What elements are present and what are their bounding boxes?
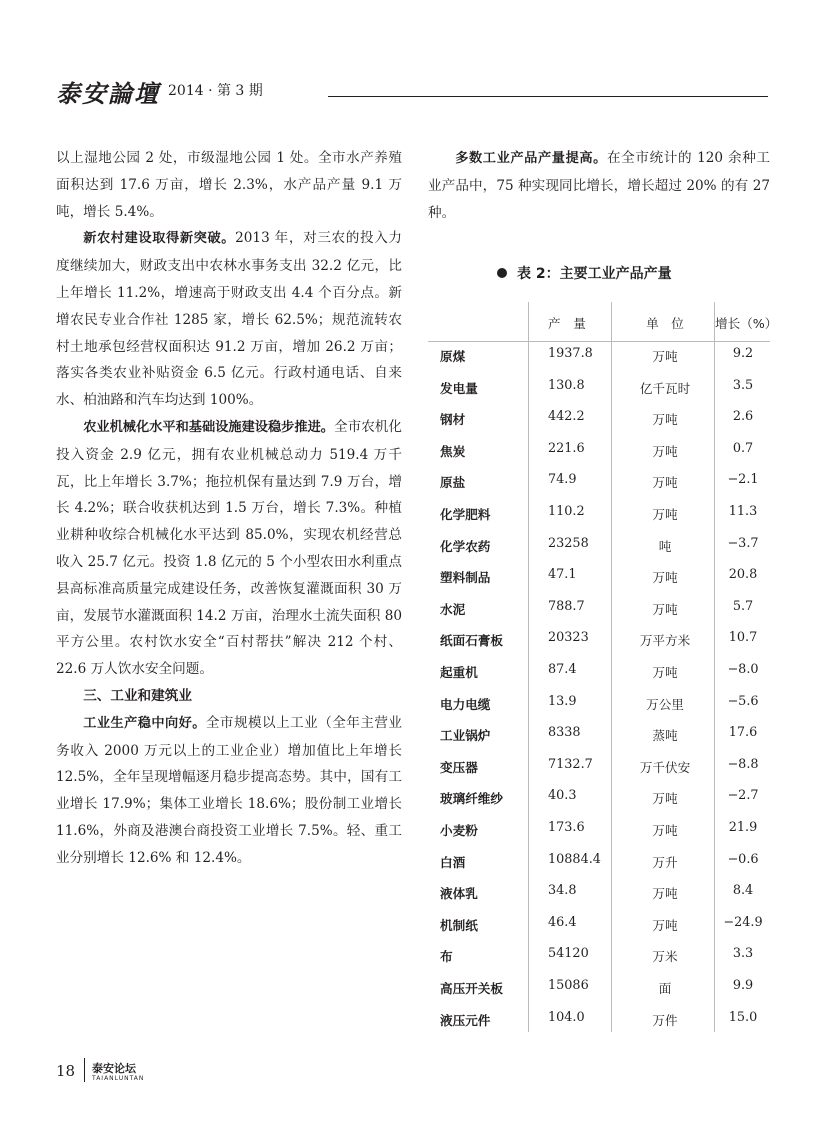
product-name: 发电量 — [440, 380, 478, 396]
product-output: 130.8 — [548, 377, 585, 393]
product-output: 221.6 — [548, 440, 585, 456]
right-column — [428, 145, 770, 226]
product-growth: −2.1 — [727, 472, 759, 488]
product-name: 电力电缆 — [440, 696, 491, 712]
product-name: 布 — [440, 949, 453, 965]
product-output: 442.2 — [548, 409, 585, 425]
product-output: 20323 — [548, 630, 589, 646]
product-name: 白酒 — [440, 854, 466, 870]
product-growth: 5.7 — [732, 598, 754, 614]
product-growth: −8.8 — [727, 756, 759, 772]
product-output: 40.3 — [548, 788, 577, 804]
product-unit: 万吨 — [652, 601, 678, 617]
footer-journal-name: 泰安论坛 — [92, 1062, 136, 1075]
product-growth: 10.7 — [728, 630, 758, 646]
product-growth: 9.9 — [732, 978, 754, 993]
product-unit: 万公里 — [646, 696, 684, 712]
product-name: 原盐 — [440, 475, 466, 491]
product-output: 173.6 — [548, 820, 585, 835]
product-growth: 20.8 — [728, 567, 758, 583]
product-growth: 15.0 — [728, 1009, 758, 1025]
product-growth: 9.2 — [732, 346, 754, 361]
product-name: 玻璃纤维纱 — [440, 791, 503, 807]
table-divider — [611, 302, 612, 1032]
product-name: 液压元件 — [440, 1012, 491, 1028]
paragraph-lead: 工业生产稳中向好。 — [83, 715, 206, 731]
footer-pinyin: TAIANLUNTAN — [92, 1075, 145, 1082]
product-name: 塑料制品 — [440, 570, 491, 586]
paragraph-body: 2013 年，对三农的投入力度继续加大，财政支出中农林水事务支出 32.2 亿元，比上年增长 11.2%，增速高于财政支出 4.4 个百分点。新增农民专业合作社 1285 家，增长 62.5%；规范流转农村土地承包经营权面积达 91.2 万亩，增加 26.2 万亩；落实各类农业补贴资金 6.5 亿元。行政村通电话、自来水、柏油路和汽车均达到 100%。 — [56, 230, 403, 409]
product-output: 110.2 — [548, 504, 585, 519]
footer-divider — [84, 1058, 85, 1082]
paragraph-lead: 新农村建设取得新突破。 — [83, 231, 236, 247]
product-name: 液体乳 — [440, 886, 478, 902]
product-growth: −5.6 — [727, 693, 759, 709]
product-unit: 万吨 — [652, 886, 678, 902]
product-unit: 万米 — [652, 949, 678, 965]
product-name: 起重机 — [440, 665, 478, 680]
product-output: 104.0 — [548, 1009, 585, 1025]
product-output: 46.4 — [548, 914, 577, 930]
col-header-output: 产 量 — [548, 316, 586, 331]
product-growth: 11.3 — [728, 504, 758, 519]
product-name: 焦炭 — [440, 443, 466, 459]
paragraph-body: 全市农机化投入资金 2.9 亿元，拥有农业机械总动力 519.4 万千瓦，比上年增长 3.7%；拖拉机保有量达到 7.9 万台，增长 4.2%；联合收获机达到 1.5 万台，增长 7.3%。种植业耕种收综合机械化水平达到 85.0%，实现农机经营总收入 25.7 亿元。投资 1.8 亿元的 5 个小型农田水利重点县高标准高质量完成建设任务，改善恢复灌溉面积 30 万亩，发展节水灌溉面积 14.2 万亩，治理水土流失面积 80 平方公里。农村饮水安全“百村帮扶”解决 212 个村、22.6 万人饮水安全问题。 — [56, 418, 403, 678]
col-header-growth: 增长（%） — [715, 316, 778, 331]
product-unit: 万吨 — [652, 665, 678, 680]
product-unit: 万千伏安 — [639, 759, 691, 775]
product-unit: 万平方米 — [639, 633, 691, 649]
page-number: 18 — [56, 1062, 76, 1080]
product-unit: 万吨 — [652, 570, 678, 586]
product-unit: 万升 — [652, 854, 678, 870]
table-divider — [528, 302, 529, 1032]
product-unit: 万吨 — [652, 823, 678, 838]
product-name: 化学农药 — [440, 538, 491, 554]
product-growth: 2.6 — [732, 409, 754, 425]
section-heading: 三、工业和建筑业 — [83, 687, 192, 704]
product-output: 15086 — [548, 978, 589, 993]
product-growth: −0.6 — [727, 851, 759, 867]
journal-logo: 泰安論壇 — [56, 79, 160, 108]
product-output: 54120 — [548, 946, 589, 962]
product-growth: 0.7 — [732, 440, 754, 456]
product-name: 原煤 — [440, 349, 466, 364]
product-growth: −24.9 — [723, 914, 763, 930]
header-rule — [428, 341, 770, 342]
product-unit: 面 — [658, 981, 672, 996]
product-name: 工业锅炉 — [440, 728, 491, 744]
product-name: 机制纸 — [440, 917, 478, 933]
col-header-unit: 单 位 — [646, 316, 684, 331]
issue-label: 2014 · 第 3 期 — [168, 83, 263, 99]
paragraph — [56, 710, 402, 872]
header-rule — [328, 96, 768, 97]
paragraph — [56, 414, 402, 683]
paragraph: 以上湿地公园 2 处，市级湿地公园 1 处。全市水产养殖面积达到 17.6 万亩，增长 2.3%，水产品产量 9.1 万吨，增长 5.4%。 — [56, 150, 402, 220]
product-name: 高压开关板 — [440, 981, 503, 996]
product-unit: 万吨 — [652, 507, 678, 522]
paragraph — [56, 225, 402, 414]
product-output: 23258 — [548, 535, 589, 551]
product-unit: 万件 — [652, 1012, 678, 1028]
page-header — [56, 76, 768, 108]
bullet-icon — [497, 268, 507, 278]
product-growth: −8.0 — [727, 662, 759, 677]
product-growth: 8.4 — [732, 883, 754, 899]
product-name: 化学肥料 — [440, 507, 491, 522]
product-growth: 17.6 — [728, 725, 758, 741]
product-output: 47.1 — [548, 567, 577, 583]
product-name: 变压器 — [440, 759, 478, 775]
product-name: 纸面石膏板 — [440, 633, 503, 649]
product-output: 13.9 — [548, 693, 577, 709]
product-name: 钢材 — [440, 412, 466, 428]
paragraph — [428, 145, 770, 226]
product-name: 水泥 — [440, 601, 466, 617]
paragraph-lead: 多数工业产品产量提高。 — [455, 151, 607, 166]
product-unit: 万吨 — [652, 349, 678, 364]
product-growth: 3.5 — [732, 377, 754, 393]
product-output: 1937.8 — [548, 346, 593, 361]
table-title — [497, 263, 672, 283]
product-output: 8338 — [548, 725, 581, 741]
product-name: 小麦粉 — [440, 823, 478, 838]
product-output: 87.4 — [548, 662, 577, 677]
product-unit: 万吨 — [652, 412, 678, 428]
product-unit: 蒸吨 — [652, 728, 678, 744]
product-unit: 万吨 — [652, 475, 678, 491]
product-unit: 亿千瓦时 — [639, 380, 691, 396]
product-growth: 3.3 — [732, 946, 754, 962]
industrial-output-table — [428, 302, 778, 1032]
product-output: 10884.4 — [548, 851, 601, 867]
product-output: 74.9 — [548, 472, 577, 488]
product-output: 788.7 — [548, 598, 585, 614]
table-title-text: 表 2：主要工业产品产量 — [517, 266, 672, 282]
product-output: 34.8 — [548, 883, 577, 899]
product-unit: 吨 — [658, 538, 672, 554]
product-output: 7132.7 — [548, 756, 593, 772]
product-growth: −3.7 — [727, 535, 759, 551]
product-unit: 万吨 — [652, 917, 678, 933]
product-growth: −2.7 — [727, 788, 759, 804]
paragraph-body: 全市规模以上工业（全年主营业务收入 2000 万元以上的工业企业）增加值比上年增长 12.5%，全年呈现增幅逐月稳步提高态势。其中，国有工业增长 17.9%；集体工业增长 18.6%；股份制工业增长11.6%，外商及港澳台商投资工业增长 7.5%。轻、重工业分别增长 12.6% 和 12.4%。 — [56, 714, 403, 866]
paragraph-body: 在全市统计的 120 余种工业产品中，75 种实现同比增长，增长超过 20% 的有 27 种。 — [428, 150, 771, 221]
paragraph-lead: 农业机械化水平和基础设施建设稳步推进。 — [83, 419, 334, 435]
left-column — [56, 145, 402, 872]
product-growth: 21.9 — [728, 820, 758, 835]
product-unit: 万吨 — [652, 791, 678, 807]
product-unit: 万吨 — [652, 443, 678, 459]
